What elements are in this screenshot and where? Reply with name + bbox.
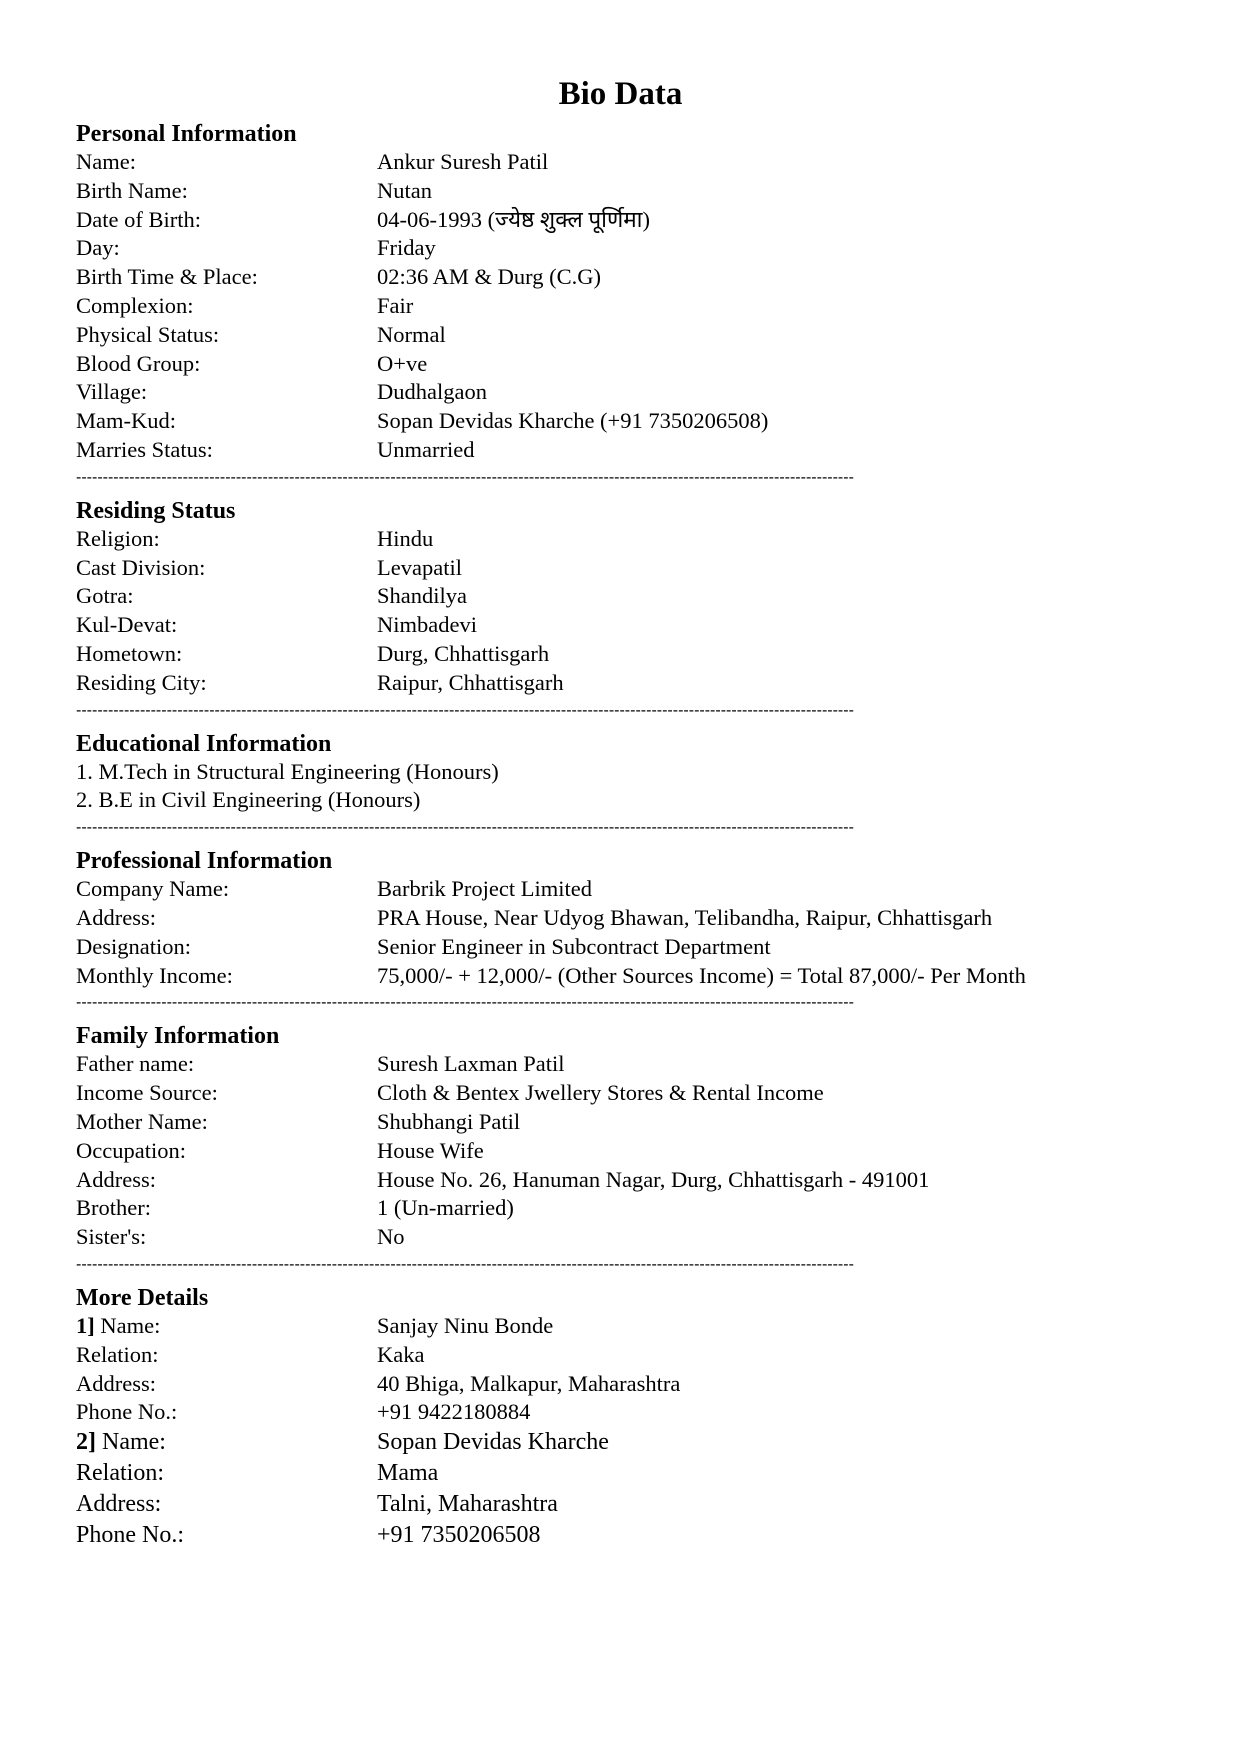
residing-row: [76, 554, 1165, 583]
contact2-address-row: [76, 1489, 1165, 1520]
contact2-address-label: Address:: [76, 1491, 162, 1518]
family-value: 1 (Un-married): [377, 1195, 514, 1221]
personal-label: Day:: [76, 235, 120, 261]
residing-row: [76, 640, 1165, 669]
residing-heading: Residing Status: [76, 497, 236, 524]
professional-label: Monthly Income:: [76, 962, 233, 988]
personal-heading: Personal Information: [76, 121, 297, 147]
professional-value: 75,000/- + 12,000/- (Other Sources Income) = Total 87,000/- Per Month: [377, 962, 1026, 988]
residing-label: Kul-Devat:: [76, 612, 178, 638]
residing-value: Shandilya: [377, 583, 467, 609]
contact1-relation: Kaka: [377, 1341, 425, 1367]
professional-label: Address:: [76, 904, 156, 930]
personal-value: Sopan Devidas Kharche (+91 7350206508): [377, 408, 769, 434]
family-row: [76, 1137, 1165, 1166]
family-row: [76, 1223, 1165, 1252]
contact1-address-row: [76, 1370, 1165, 1399]
family-row: [76, 1194, 1165, 1223]
residing-label: Hometown:: [76, 640, 183, 666]
personal-value: O+ve: [377, 350, 428, 376]
personal-label: Village:: [76, 379, 148, 405]
family-label: Address:: [76, 1166, 156, 1192]
personal-value: Dudhalgaon: [377, 379, 487, 405]
personal-row: [76, 436, 1165, 465]
family-value: House No. 26, Hanuman Nagar, Durg, Chhattisgarh - 491001: [377, 1166, 930, 1192]
personal-row: [76, 148, 1165, 177]
contact1-relation-row: [76, 1341, 1165, 1370]
family-value: No: [377, 1224, 405, 1250]
contact1-address-label: Address:: [76, 1370, 156, 1396]
personal-value: Nutan: [377, 177, 432, 203]
more-section: [76, 1284, 1165, 1551]
family-label: Father name:: [76, 1051, 195, 1077]
contact1-phone-label: Phone No.:: [76, 1399, 178, 1425]
personal-label: Complexion:: [76, 292, 194, 318]
residing-label: Gotra:: [76, 583, 134, 609]
personal-label: Date of Birth:: [76, 206, 201, 232]
professional-section: [76, 847, 1165, 990]
personal-value: Ankur Suresh Patil: [377, 149, 549, 174]
contact1-name-row: [76, 1312, 1165, 1341]
residing-label: Residing City:: [76, 669, 207, 695]
contact2-relation: Mama: [377, 1460, 439, 1487]
contact1-phone-row: [76, 1398, 1165, 1427]
contact2-name-label: 2] Name:: [76, 1429, 166, 1456]
personal-row: [76, 292, 1165, 321]
residing-label: Cast Division:: [76, 554, 206, 580]
professional-heading: Professional Information: [76, 848, 333, 875]
family-row: [76, 1079, 1165, 1108]
contact2-address: Talni, Maharashtra: [377, 1491, 558, 1518]
residing-section: [76, 497, 1165, 698]
residing-row: [76, 582, 1165, 611]
personal-value: Unmarried: [377, 436, 475, 462]
contact1-name: Sanjay Ninu Bonde: [377, 1312, 554, 1338]
family-label: Mother Name:: [76, 1108, 208, 1134]
professional-row: [76, 933, 1165, 962]
personal-value: 02:36 AM & Durg (C.G): [377, 264, 601, 290]
family-rows: [76, 1050, 1165, 1252]
professional-value: Senior Engineer in Subcontract Department: [377, 933, 771, 959]
personal-section: [76, 120, 1165, 465]
family-section: [76, 1022, 1165, 1252]
contact2-name-row: [76, 1427, 1165, 1458]
contact2-number: 2]: [76, 1429, 96, 1456]
professional-value: PRA House, Near Udyog Bhawan, Telibandha, Raipur, Chhattisgarh: [377, 904, 993, 930]
personal-label: Birth Time & Place:: [76, 264, 258, 290]
family-value: House Wife: [377, 1137, 484, 1163]
personal-value: 04-06-1993 (ज्येष्ठ शुक्ल पूर्णिमा): [377, 206, 650, 232]
residing-value: Levapatil: [377, 554, 462, 580]
personal-label: Mam-Kud:: [76, 408, 176, 434]
separator: --------------------------------------------------------------------------------------------------------------------------------------------------: [76, 1255, 854, 1273]
personal-row: [76, 234, 1165, 263]
professional-row: [76, 904, 1165, 933]
personal-row: [76, 206, 1165, 235]
contact1-name-label: 1] Name:: [76, 1312, 161, 1338]
professional-row: [76, 962, 1165, 991]
personal-value: Friday: [377, 235, 436, 261]
personal-row: [76, 321, 1165, 350]
residing-rows: [76, 525, 1165, 698]
personal-label: Physical Status:: [76, 321, 220, 347]
personal-row: [76, 407, 1165, 436]
contact1-relation-label: Relation:: [76, 1341, 159, 1367]
professional-row: [76, 875, 1165, 904]
personal-row: [76, 378, 1165, 407]
contact2-phone: +91 7350206508: [377, 1522, 541, 1549]
personal-row: [76, 350, 1165, 379]
personal-value: Normal: [377, 321, 446, 347]
professional-value: Barbrik Project Limited: [377, 876, 592, 902]
document-title: Bio Data: [558, 76, 683, 112]
personal-rows: [76, 148, 1165, 465]
professional-label: Company Name:: [76, 876, 230, 902]
residing-row: [76, 669, 1165, 698]
residing-value: Raipur, Chhattisgarh: [377, 669, 564, 695]
professional-label: Designation:: [76, 933, 191, 959]
separator: --------------------------------------------------------------------------------------------------------------------------------------------------: [76, 994, 854, 1012]
residing-row: [76, 611, 1165, 640]
contact1-number: 1]: [76, 1312, 95, 1338]
contact1-phone: +91 9422180884: [377, 1399, 531, 1425]
family-heading: Family Information: [76, 1023, 280, 1050]
residing-row: [76, 525, 1165, 554]
family-label: Sister's:: [76, 1224, 147, 1250]
personal-label: Marries Status:: [76, 436, 213, 462]
family-value: Suresh Laxman Patil: [377, 1051, 565, 1077]
family-row: [76, 1050, 1165, 1079]
contact2-phone-label: Phone No.:: [76, 1522, 184, 1549]
personal-label: Birth Name:: [76, 177, 188, 203]
family-label: Income Source:: [76, 1080, 218, 1106]
family-row: [76, 1166, 1165, 1195]
separator: --------------------------------------------------------------------------------------------------------------------------------------------------: [76, 468, 854, 486]
family-label: Brother:: [76, 1195, 151, 1221]
personal-label: Name:: [76, 149, 136, 174]
personal-row: [76, 263, 1165, 292]
personal-row: [76, 177, 1165, 206]
education-heading: Educational Information: [76, 730, 332, 757]
residing-value: Nimbadevi: [377, 612, 477, 638]
personal-value: Fair: [377, 292, 414, 318]
separator: --------------------------------------------------------------------------------------------------------------------------------------------------: [76, 701, 854, 719]
professional-rows: [76, 875, 1165, 990]
education-section: [76, 730, 1165, 816]
family-value: Cloth & Bentex Jwellery Stores & Rental Income: [377, 1080, 824, 1106]
more-heading: More Details: [76, 1284, 209, 1311]
contact1-address: 40 Bhiga, Malkapur, Maharashtra: [377, 1370, 681, 1396]
contact2-name: Sopan Devidas Kharche: [377, 1429, 609, 1456]
residing-value: Durg, Chhattisgarh: [377, 640, 550, 666]
contact2-relation-label: Relation:: [76, 1460, 164, 1487]
contact2-relation-row: [76, 1458, 1165, 1489]
separator: --------------------------------------------------------------------------------------------------------------------------------------------------: [76, 819, 854, 837]
family-value: Shubhangi Patil: [377, 1108, 521, 1134]
family-label: Occupation:: [76, 1137, 186, 1163]
contact2-phone-row: [76, 1520, 1165, 1551]
residing-value: Hindu: [377, 525, 434, 551]
education-item: 1. M.Tech in Structural Engineering (Honours): [76, 758, 499, 784]
education-item: 2. B.E in Civil Engineering (Honours): [76, 787, 421, 813]
personal-label: Blood Group:: [76, 350, 201, 376]
residing-label: Religion:: [76, 525, 160, 551]
family-row: [76, 1108, 1165, 1137]
